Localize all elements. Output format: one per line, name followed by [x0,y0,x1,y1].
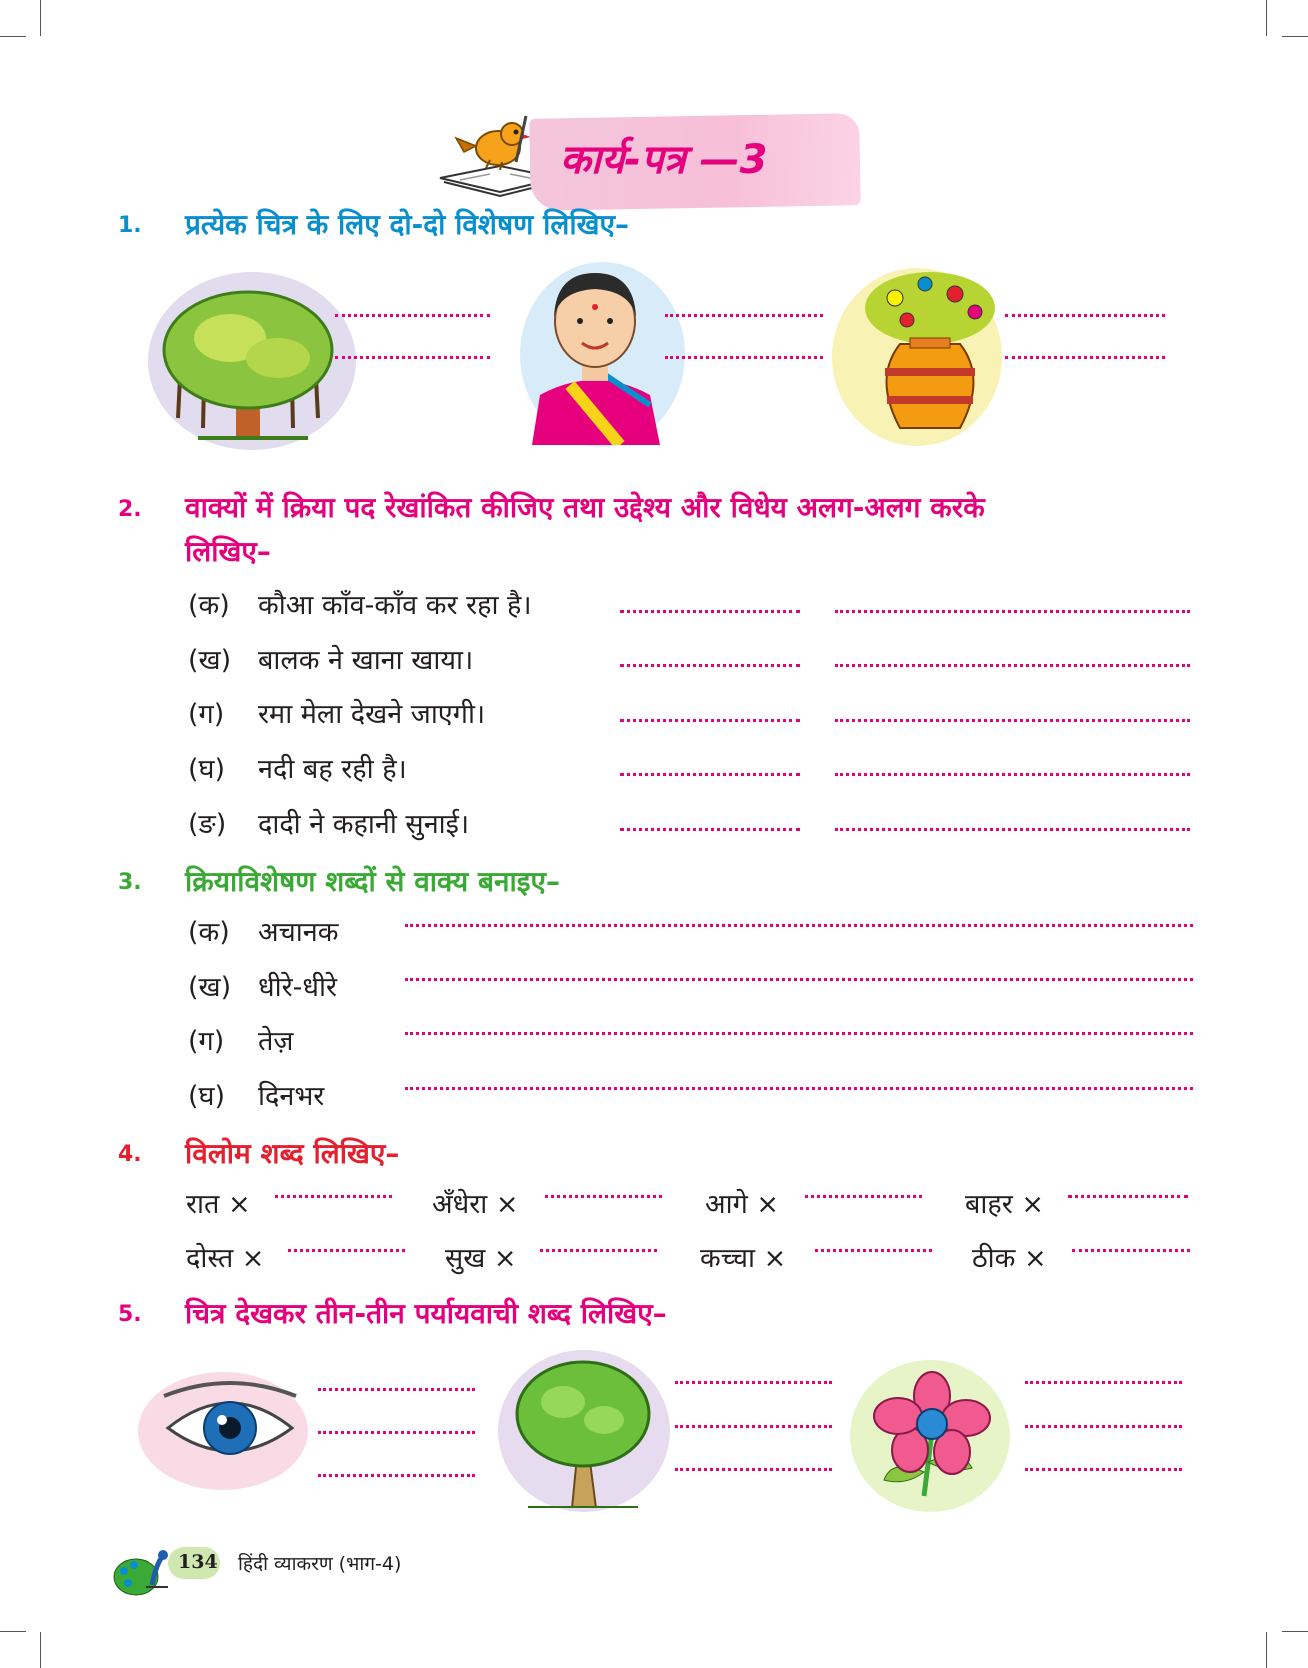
header-banner [430,108,880,218]
crop-mark [1266,0,1267,36]
answer-blank[interactable] [405,924,1193,927]
answer-blank[interactable] [318,1474,475,1477]
answer-blank[interactable] [620,719,800,722]
answer-blank[interactable] [1005,356,1165,359]
answer-blank[interactable] [835,719,1190,722]
answer-blank[interactable] [675,1468,832,1471]
answer-blank[interactable] [1025,1468,1182,1471]
antonym-word: दोस्त × [186,1243,265,1274]
q2-sentence: रमा मेला देखने जाएगी। [258,699,486,730]
crop-mark [1282,1631,1308,1632]
q3-label: (क) [188,917,230,948]
answer-blank[interactable] [1025,1425,1182,1428]
antonym-word: आगे × [705,1189,780,1220]
antonym-word: अँधेरा × [432,1189,519,1220]
answer-blank[interactable] [1068,1195,1188,1198]
page-number: 134 [178,1551,218,1573]
answer-blank[interactable] [815,1249,932,1252]
antonym-word: सुख × [445,1243,517,1274]
q3-word: अचानक [258,917,339,948]
question-5-text: चित्र देखकर तीन-तीन पर्यायवाची शब्द लिखिए– [185,1297,667,1330]
answer-blank[interactable] [545,1195,662,1198]
q2-label: (ख) [188,645,232,676]
answer-blank[interactable] [335,314,490,317]
flower-vase-icon [855,268,1005,448]
answer-blank[interactable] [1005,314,1165,317]
q2-label: (ङ) [188,809,227,840]
question-4-number: 4. [118,1142,142,1167]
crop-mark [1282,36,1308,37]
answer-blank[interactable] [805,1195,922,1198]
antonym-word: बाहर × [965,1189,1044,1220]
q2-label: (ग) [188,699,225,730]
book-title: हिंदी व्याकरण (भाग-4) [238,1553,402,1575]
answer-blank[interactable] [835,773,1190,776]
q2-sentence: कौआ काँव-काँव कर रहा है। [258,590,532,621]
answer-blank[interactable] [1025,1381,1182,1384]
question-3-text: क्रियाविशेषण शब्दों से वाक्य बनाइए– [185,865,560,898]
answer-blank[interactable] [675,1425,832,1428]
q3-word: धीरे-धीरे [258,972,338,1003]
answer-blank[interactable] [835,610,1190,613]
question-2-number: 2. [118,497,142,522]
answer-blank[interactable] [1072,1249,1190,1252]
antonym-word: कच्चा × [700,1243,787,1274]
answer-blank[interactable] [620,773,800,776]
crop-mark [1266,1632,1267,1668]
q3-label: (घ) [188,1081,226,1112]
question-1-text: प्रत्येक चित्र के लिए दो-दो विशेषण लिखिए– [185,208,630,241]
antonym-word: ठीक × [972,1243,1047,1274]
answer-blank[interactable] [318,1431,475,1434]
answer-blank[interactable] [335,356,490,359]
answer-blank[interactable] [620,664,800,667]
answer-blank[interactable] [405,978,1193,981]
answer-blank[interactable] [665,356,823,359]
question-2-text-line1: वाक्यों में क्रिया पद रेखांकित कीजिए तथा उद्देश्य और विधेय अलग-अलग करके [185,491,985,524]
answer-blank[interactable] [675,1381,832,1384]
q2-sentence: नदी बह रही है। [258,754,407,785]
tree-icon [508,1358,658,1508]
crop-mark [0,36,26,37]
answer-blank[interactable] [665,314,823,317]
q2-sentence: दादी ने कहानी सुनाई। [258,809,470,840]
answer-blank[interactable] [540,1249,657,1252]
q2-label: (घ) [188,754,226,785]
answer-blank[interactable] [835,828,1190,831]
q2-label: (क) [188,590,230,621]
answer-blank[interactable] [835,664,1190,667]
question-5-number: 5. [118,1302,142,1327]
answer-blank[interactable] [405,1032,1193,1035]
tree-icon [158,278,338,448]
crop-mark [40,1632,41,1668]
answer-blank[interactable] [620,828,800,831]
crop-mark [40,0,41,36]
question-2-text-line2: लिखिए– [185,535,271,568]
q3-word: तेज़ [258,1026,294,1057]
q3-word: दिनभर [258,1081,325,1112]
answer-blank[interactable] [620,610,800,613]
q3-label: (ख) [188,972,232,1003]
question-1-number: 1. [118,213,142,238]
crop-mark [0,1631,26,1632]
antonym-word: रात × [186,1189,251,1220]
flower-icon [862,1362,1002,1502]
question-4-text: विलोम शब्द लिखिए– [185,1137,400,1170]
eye-icon [160,1378,300,1478]
answer-blank[interactable] [275,1195,392,1198]
answer-blank[interactable] [318,1388,475,1391]
question-3-number: 3. [118,870,142,895]
woman-icon [510,255,680,445]
answer-blank[interactable] [405,1087,1193,1090]
q3-label: (ग) [188,1026,225,1057]
q2-sentence: बालक ने खाना खाया। [258,645,474,676]
page-title: कार्य-पत्र —3 [560,137,768,183]
answer-blank[interactable] [288,1249,405,1252]
